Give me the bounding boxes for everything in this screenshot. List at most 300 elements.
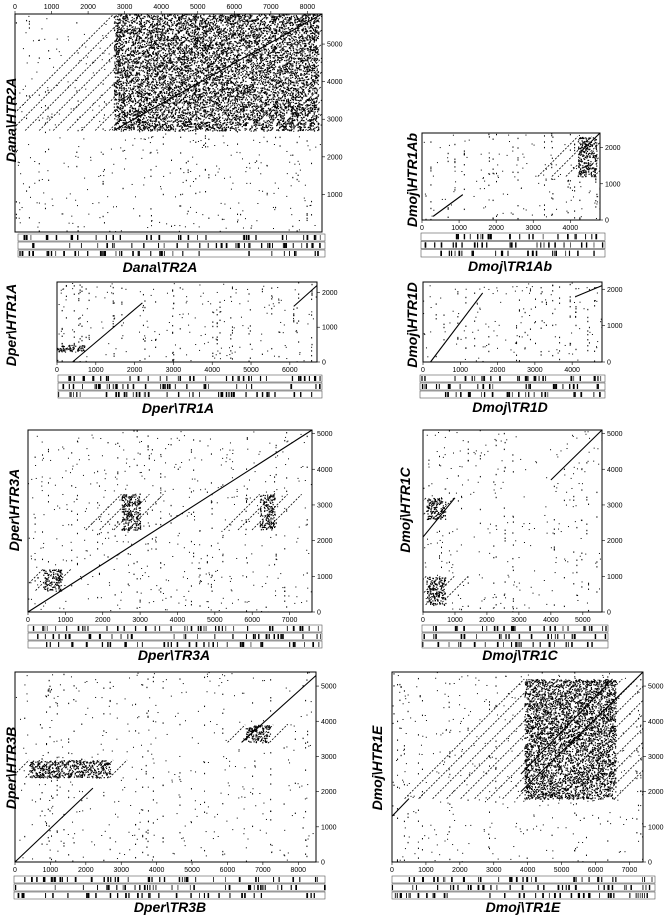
dot-mark bbox=[309, 149, 310, 150]
dot-mark bbox=[214, 145, 215, 146]
dot-mark bbox=[150, 63, 151, 64]
dot-mark bbox=[39, 57, 40, 58]
dot-mark bbox=[134, 14, 135, 15]
dot-mark bbox=[131, 45, 132, 46]
dot-mark bbox=[276, 114, 277, 115]
dot-mark bbox=[121, 86, 122, 87]
dot-mark bbox=[182, 114, 183, 115]
dot-mark bbox=[233, 16, 234, 17]
dot-mark bbox=[205, 130, 206, 131]
dot-mark bbox=[216, 35, 217, 36]
dot-mark bbox=[210, 109, 211, 110]
dot-mark bbox=[272, 55, 273, 56]
dot-mark bbox=[219, 69, 220, 70]
dot-mark bbox=[255, 107, 256, 108]
dot-mark bbox=[239, 21, 240, 22]
dot-mark bbox=[294, 116, 295, 117]
dot-mark bbox=[248, 62, 249, 63]
dot-mark bbox=[114, 50, 115, 51]
dot-mark bbox=[209, 39, 210, 40]
dot-mark bbox=[144, 88, 145, 89]
dot-mark bbox=[208, 106, 209, 107]
dot-mark bbox=[151, 220, 152, 221]
dot-mark bbox=[103, 53, 104, 54]
dot-mark bbox=[280, 50, 281, 51]
dot-mark bbox=[29, 217, 30, 218]
dot-mark bbox=[132, 145, 133, 146]
dot-mark bbox=[269, 90, 270, 91]
dot-mark bbox=[297, 142, 298, 143]
dot-mark bbox=[306, 119, 307, 120]
dot-mark bbox=[138, 122, 139, 123]
dot-mark bbox=[28, 144, 29, 145]
dot-mark bbox=[258, 52, 259, 53]
dot-mark bbox=[114, 92, 115, 93]
dot-mark bbox=[144, 139, 145, 140]
dot-mark bbox=[282, 93, 283, 94]
dot-mark bbox=[271, 15, 272, 16]
dot-mark bbox=[155, 25, 156, 26]
dot-mark bbox=[186, 23, 187, 24]
dot-mark bbox=[272, 69, 273, 70]
dot-mark bbox=[206, 104, 207, 105]
dot-mark bbox=[238, 129, 239, 130]
dot-mark bbox=[179, 108, 180, 109]
dot-mark bbox=[286, 42, 287, 43]
dot-mark bbox=[310, 205, 311, 206]
dot-mark bbox=[260, 125, 261, 126]
dot-mark bbox=[227, 145, 228, 146]
dot-mark bbox=[291, 118, 292, 119]
dot-mark bbox=[313, 47, 314, 48]
dot-mark bbox=[104, 69, 105, 70]
dot-mark bbox=[217, 98, 218, 99]
dot-mark bbox=[267, 63, 268, 64]
dot-mark bbox=[282, 17, 283, 18]
dot-mark bbox=[39, 120, 40, 121]
dot-mark bbox=[222, 130, 223, 131]
dot-mark bbox=[315, 118, 316, 119]
dot-mark bbox=[179, 26, 180, 27]
dot-mark bbox=[147, 70, 148, 71]
dot-mark bbox=[286, 100, 287, 101]
dot-mark bbox=[118, 129, 119, 130]
dot-mark bbox=[260, 83, 261, 84]
dot-mark bbox=[137, 35, 138, 36]
dot-mark bbox=[165, 80, 166, 81]
dot-mark bbox=[165, 84, 166, 85]
dot-mark bbox=[161, 63, 162, 64]
dot-mark bbox=[78, 226, 79, 227]
dot-mark bbox=[310, 58, 311, 59]
dot-mark bbox=[273, 97, 274, 98]
dot-mark bbox=[147, 75, 148, 76]
dot-mark bbox=[219, 16, 220, 17]
dot-mark bbox=[310, 14, 311, 15]
dot-mark bbox=[136, 54, 137, 55]
dot-mark bbox=[21, 111, 22, 112]
dot-mark bbox=[317, 98, 318, 99]
dot-mark bbox=[139, 33, 140, 34]
dot-mark bbox=[252, 30, 253, 31]
dot-mark bbox=[16, 201, 17, 202]
dot-mark bbox=[303, 66, 304, 67]
dot-mark bbox=[229, 30, 230, 31]
dot-mark bbox=[48, 180, 49, 181]
dot-mark bbox=[289, 162, 290, 163]
dot-mark bbox=[16, 214, 17, 215]
dot-mark bbox=[248, 105, 249, 106]
dot-mark bbox=[280, 137, 281, 138]
dot-mark bbox=[292, 116, 293, 117]
dot-mark bbox=[166, 110, 167, 111]
dot-mark bbox=[161, 102, 162, 103]
dot-mark bbox=[120, 15, 121, 16]
dot-mark bbox=[122, 44, 123, 45]
dot-mark bbox=[142, 108, 143, 109]
dot-mark bbox=[244, 104, 245, 105]
dot-mark bbox=[160, 24, 161, 25]
dot-mark bbox=[68, 166, 69, 167]
dot-mark bbox=[232, 23, 233, 24]
dot-mark bbox=[52, 199, 53, 200]
dot-mark bbox=[253, 85, 254, 86]
dot-mark bbox=[263, 120, 264, 121]
dot-mark bbox=[249, 61, 250, 62]
dot-mark bbox=[308, 145, 309, 146]
dot-mark bbox=[192, 126, 193, 127]
dot-mark bbox=[73, 108, 74, 109]
dot-mark bbox=[320, 144, 321, 145]
dot-mark bbox=[257, 63, 258, 64]
dot-mark bbox=[157, 152, 158, 153]
dot-mark bbox=[230, 103, 231, 104]
dot-mark bbox=[227, 115, 228, 116]
dot-mark bbox=[302, 83, 303, 84]
dot-mark bbox=[195, 193, 196, 194]
dot-mark bbox=[298, 34, 299, 35]
dot-mark bbox=[177, 102, 178, 103]
dot-mark bbox=[273, 101, 274, 102]
dot-mark bbox=[266, 18, 267, 19]
dot-mark bbox=[230, 55, 231, 56]
dot-mark bbox=[208, 139, 209, 140]
dot-mark bbox=[184, 120, 185, 121]
dot-mark bbox=[127, 126, 128, 127]
dot-mark bbox=[290, 35, 291, 36]
dot-mark bbox=[277, 123, 278, 124]
dot-mark bbox=[283, 76, 284, 77]
dot-mark bbox=[162, 128, 163, 129]
dot-mark bbox=[214, 89, 215, 90]
dot-mark bbox=[274, 36, 275, 37]
dot-mark bbox=[275, 22, 276, 23]
dot-mark bbox=[132, 62, 133, 63]
dot-mark bbox=[275, 112, 276, 113]
dot-mark bbox=[275, 35, 276, 36]
dot-matrix bbox=[0, 14, 422, 233]
dot-mark bbox=[197, 49, 198, 50]
dot-mark bbox=[253, 90, 254, 91]
dot-mark bbox=[272, 36, 273, 37]
dot-mark bbox=[68, 81, 69, 82]
dot-mark bbox=[236, 26, 237, 27]
dot-mark bbox=[263, 81, 264, 82]
dot-mark bbox=[165, 21, 166, 22]
dot-mark bbox=[146, 117, 147, 118]
dot-mark bbox=[309, 63, 310, 64]
dot-mark bbox=[307, 140, 308, 141]
dot-mark bbox=[311, 163, 312, 164]
dot-mark bbox=[149, 64, 150, 65]
dot-mark bbox=[196, 88, 197, 89]
dot-mark bbox=[237, 22, 238, 23]
dot-mark bbox=[244, 21, 245, 22]
dot-mark bbox=[26, 20, 27, 21]
dot-mark bbox=[307, 215, 308, 216]
dot-mark bbox=[309, 129, 310, 130]
dot-mark bbox=[166, 116, 167, 117]
dot-mark bbox=[84, 34, 85, 35]
dot-mark bbox=[291, 98, 292, 99]
dot-mark bbox=[276, 125, 277, 126]
dot-mark bbox=[153, 59, 154, 60]
dot-mark bbox=[202, 42, 203, 43]
dot-mark bbox=[177, 107, 178, 108]
dot-mark bbox=[195, 142, 196, 143]
dot-mark bbox=[241, 37, 242, 38]
dot-mark bbox=[257, 75, 258, 76]
dot-mark bbox=[98, 176, 99, 177]
dot-mark bbox=[124, 150, 125, 151]
dot-mark bbox=[182, 76, 183, 77]
dot-mark bbox=[178, 108, 179, 109]
dot-mark bbox=[135, 77, 136, 78]
dot-mark bbox=[145, 97, 146, 98]
dot-mark bbox=[273, 52, 274, 53]
dot-mark bbox=[175, 114, 176, 115]
dot-mark bbox=[78, 130, 79, 131]
dot-mark bbox=[271, 17, 272, 18]
dot-mark bbox=[271, 91, 272, 92]
dot-mark bbox=[162, 87, 163, 88]
dot-mark bbox=[103, 154, 104, 155]
dot-mark bbox=[317, 70, 318, 71]
dot-mark bbox=[234, 105, 235, 106]
dot-mark bbox=[243, 35, 244, 36]
dot-mark bbox=[297, 179, 298, 180]
dot-mark bbox=[231, 128, 232, 129]
dot-mark bbox=[232, 67, 233, 68]
dot-mark bbox=[103, 171, 104, 172]
dot-mark bbox=[132, 184, 133, 185]
dot-mark bbox=[206, 30, 207, 31]
dot-mark bbox=[113, 206, 114, 207]
dot-mark bbox=[287, 95, 288, 96]
dot-mark bbox=[165, 118, 166, 119]
dot-mark bbox=[150, 169, 151, 170]
dot-mark bbox=[132, 19, 133, 20]
dot-mark bbox=[304, 45, 305, 46]
dot-mark bbox=[315, 225, 316, 226]
dot-mark bbox=[270, 34, 271, 35]
dot-mark bbox=[205, 138, 206, 139]
dot-mark bbox=[153, 92, 154, 93]
dot-mark bbox=[163, 72, 164, 73]
dot-mark bbox=[289, 230, 290, 231]
dot-mark bbox=[240, 87, 241, 88]
dot-mark bbox=[155, 93, 156, 94]
dot-mark bbox=[259, 190, 260, 191]
dot-mark bbox=[193, 223, 194, 224]
dot-mark bbox=[262, 191, 263, 192]
dot-mark bbox=[305, 200, 306, 201]
dot-mark bbox=[307, 218, 308, 219]
dot-mark bbox=[119, 68, 120, 69]
dot-mark bbox=[230, 128, 231, 129]
dot-mark bbox=[123, 39, 124, 40]
dot-mark bbox=[246, 43, 247, 44]
dot-mark bbox=[238, 107, 239, 108]
dot-mark bbox=[206, 95, 207, 96]
dot-mark bbox=[153, 70, 154, 71]
dot-mark bbox=[239, 99, 240, 100]
dot-mark bbox=[299, 32, 300, 33]
dot-mark bbox=[290, 63, 291, 64]
dot-mark bbox=[93, 72, 94, 73]
dot-mark bbox=[41, 28, 42, 29]
dot-mark bbox=[111, 149, 112, 150]
dot-mark bbox=[219, 124, 220, 125]
dot-mark bbox=[62, 213, 63, 214]
dot-mark bbox=[209, 24, 210, 25]
dot-mark bbox=[141, 138, 142, 139]
dot-mark bbox=[239, 46, 240, 47]
dot-mark bbox=[126, 78, 127, 79]
dot-mark bbox=[165, 33, 166, 34]
dot-mark bbox=[179, 110, 180, 111]
dot-mark bbox=[78, 52, 79, 53]
dot-mark bbox=[225, 16, 226, 17]
dot-mark bbox=[237, 214, 238, 215]
dot-mark bbox=[161, 98, 162, 99]
dot-mark bbox=[293, 131, 294, 132]
dot-mark bbox=[232, 103, 233, 104]
dot-mark bbox=[130, 89, 131, 90]
dot-mark bbox=[200, 26, 201, 27]
dot-mark bbox=[185, 97, 186, 98]
dot-mark bbox=[296, 65, 297, 66]
dot-mark bbox=[116, 58, 117, 59]
dot-mark bbox=[122, 85, 123, 86]
dot-mark bbox=[41, 107, 42, 108]
dot-mark bbox=[42, 118, 43, 119]
dot-mark bbox=[27, 62, 28, 63]
dot-mark bbox=[202, 214, 203, 215]
dot-mark bbox=[311, 70, 312, 71]
dot-mark bbox=[313, 128, 314, 129]
dot-mark bbox=[193, 89, 194, 90]
dot-mark bbox=[151, 225, 152, 226]
dot-mark bbox=[117, 71, 118, 72]
dot-mark bbox=[270, 76, 271, 77]
dot-mark bbox=[307, 35, 308, 36]
dot-mark bbox=[220, 122, 221, 123]
dot-mark bbox=[253, 120, 254, 121]
dot-mark bbox=[143, 184, 144, 185]
dot-mark bbox=[26, 118, 27, 119]
dot-mark bbox=[175, 128, 176, 129]
dot-mark bbox=[305, 105, 306, 106]
dot-mark bbox=[306, 38, 307, 39]
dot-mark bbox=[154, 45, 155, 46]
dot-mark bbox=[301, 109, 302, 110]
dot-mark bbox=[123, 120, 124, 121]
dot-mark bbox=[215, 101, 216, 102]
dot-mark bbox=[173, 128, 174, 129]
dot-mark bbox=[122, 64, 123, 65]
dot-mark bbox=[292, 69, 293, 70]
dot-mark bbox=[113, 164, 114, 165]
dot-mark bbox=[76, 166, 77, 167]
dot-mark bbox=[224, 120, 225, 121]
dot-mark bbox=[218, 92, 219, 93]
dot-mark bbox=[114, 68, 115, 69]
dot-mark bbox=[48, 50, 49, 51]
dot-mark bbox=[285, 46, 286, 47]
dot-mark bbox=[214, 56, 215, 57]
dot-mark bbox=[116, 35, 117, 36]
dot-mark bbox=[307, 26, 308, 27]
dot-mark bbox=[127, 67, 128, 68]
dot-mark bbox=[136, 28, 137, 29]
dot-mark bbox=[291, 185, 292, 186]
dot-mark bbox=[292, 38, 293, 39]
dot-mark bbox=[260, 58, 261, 59]
dot-mark bbox=[283, 118, 284, 119]
dot-mark bbox=[116, 64, 117, 65]
dot-mark bbox=[78, 230, 79, 231]
dot-mark bbox=[210, 116, 211, 117]
dot-mark bbox=[144, 41, 145, 42]
dot-mark bbox=[249, 106, 250, 107]
dot-mark bbox=[302, 118, 303, 119]
dot-mark bbox=[290, 52, 291, 53]
dot-mark bbox=[242, 99, 243, 100]
dot-mark bbox=[185, 226, 186, 227]
dot-mark bbox=[134, 138, 135, 139]
dot-mark bbox=[236, 103, 237, 104]
dot-mark bbox=[212, 79, 213, 80]
dot-mark bbox=[256, 130, 257, 131]
dot-mark bbox=[168, 50, 169, 51]
dot-mark bbox=[180, 205, 181, 206]
dot-mark bbox=[101, 152, 102, 153]
dot-mark bbox=[243, 44, 244, 45]
dot-mark bbox=[160, 186, 161, 187]
dot-mark bbox=[296, 173, 297, 174]
dot-mark bbox=[160, 19, 161, 20]
dot-mark bbox=[287, 55, 288, 56]
dot-mark bbox=[180, 83, 181, 84]
dot-mark bbox=[176, 102, 177, 103]
dot-mark bbox=[228, 22, 229, 23]
dot-mark bbox=[257, 91, 258, 92]
dot-mark bbox=[230, 123, 231, 124]
dot-mark bbox=[184, 57, 185, 58]
dot-mark bbox=[52, 205, 53, 206]
dot-mark bbox=[152, 84, 153, 85]
